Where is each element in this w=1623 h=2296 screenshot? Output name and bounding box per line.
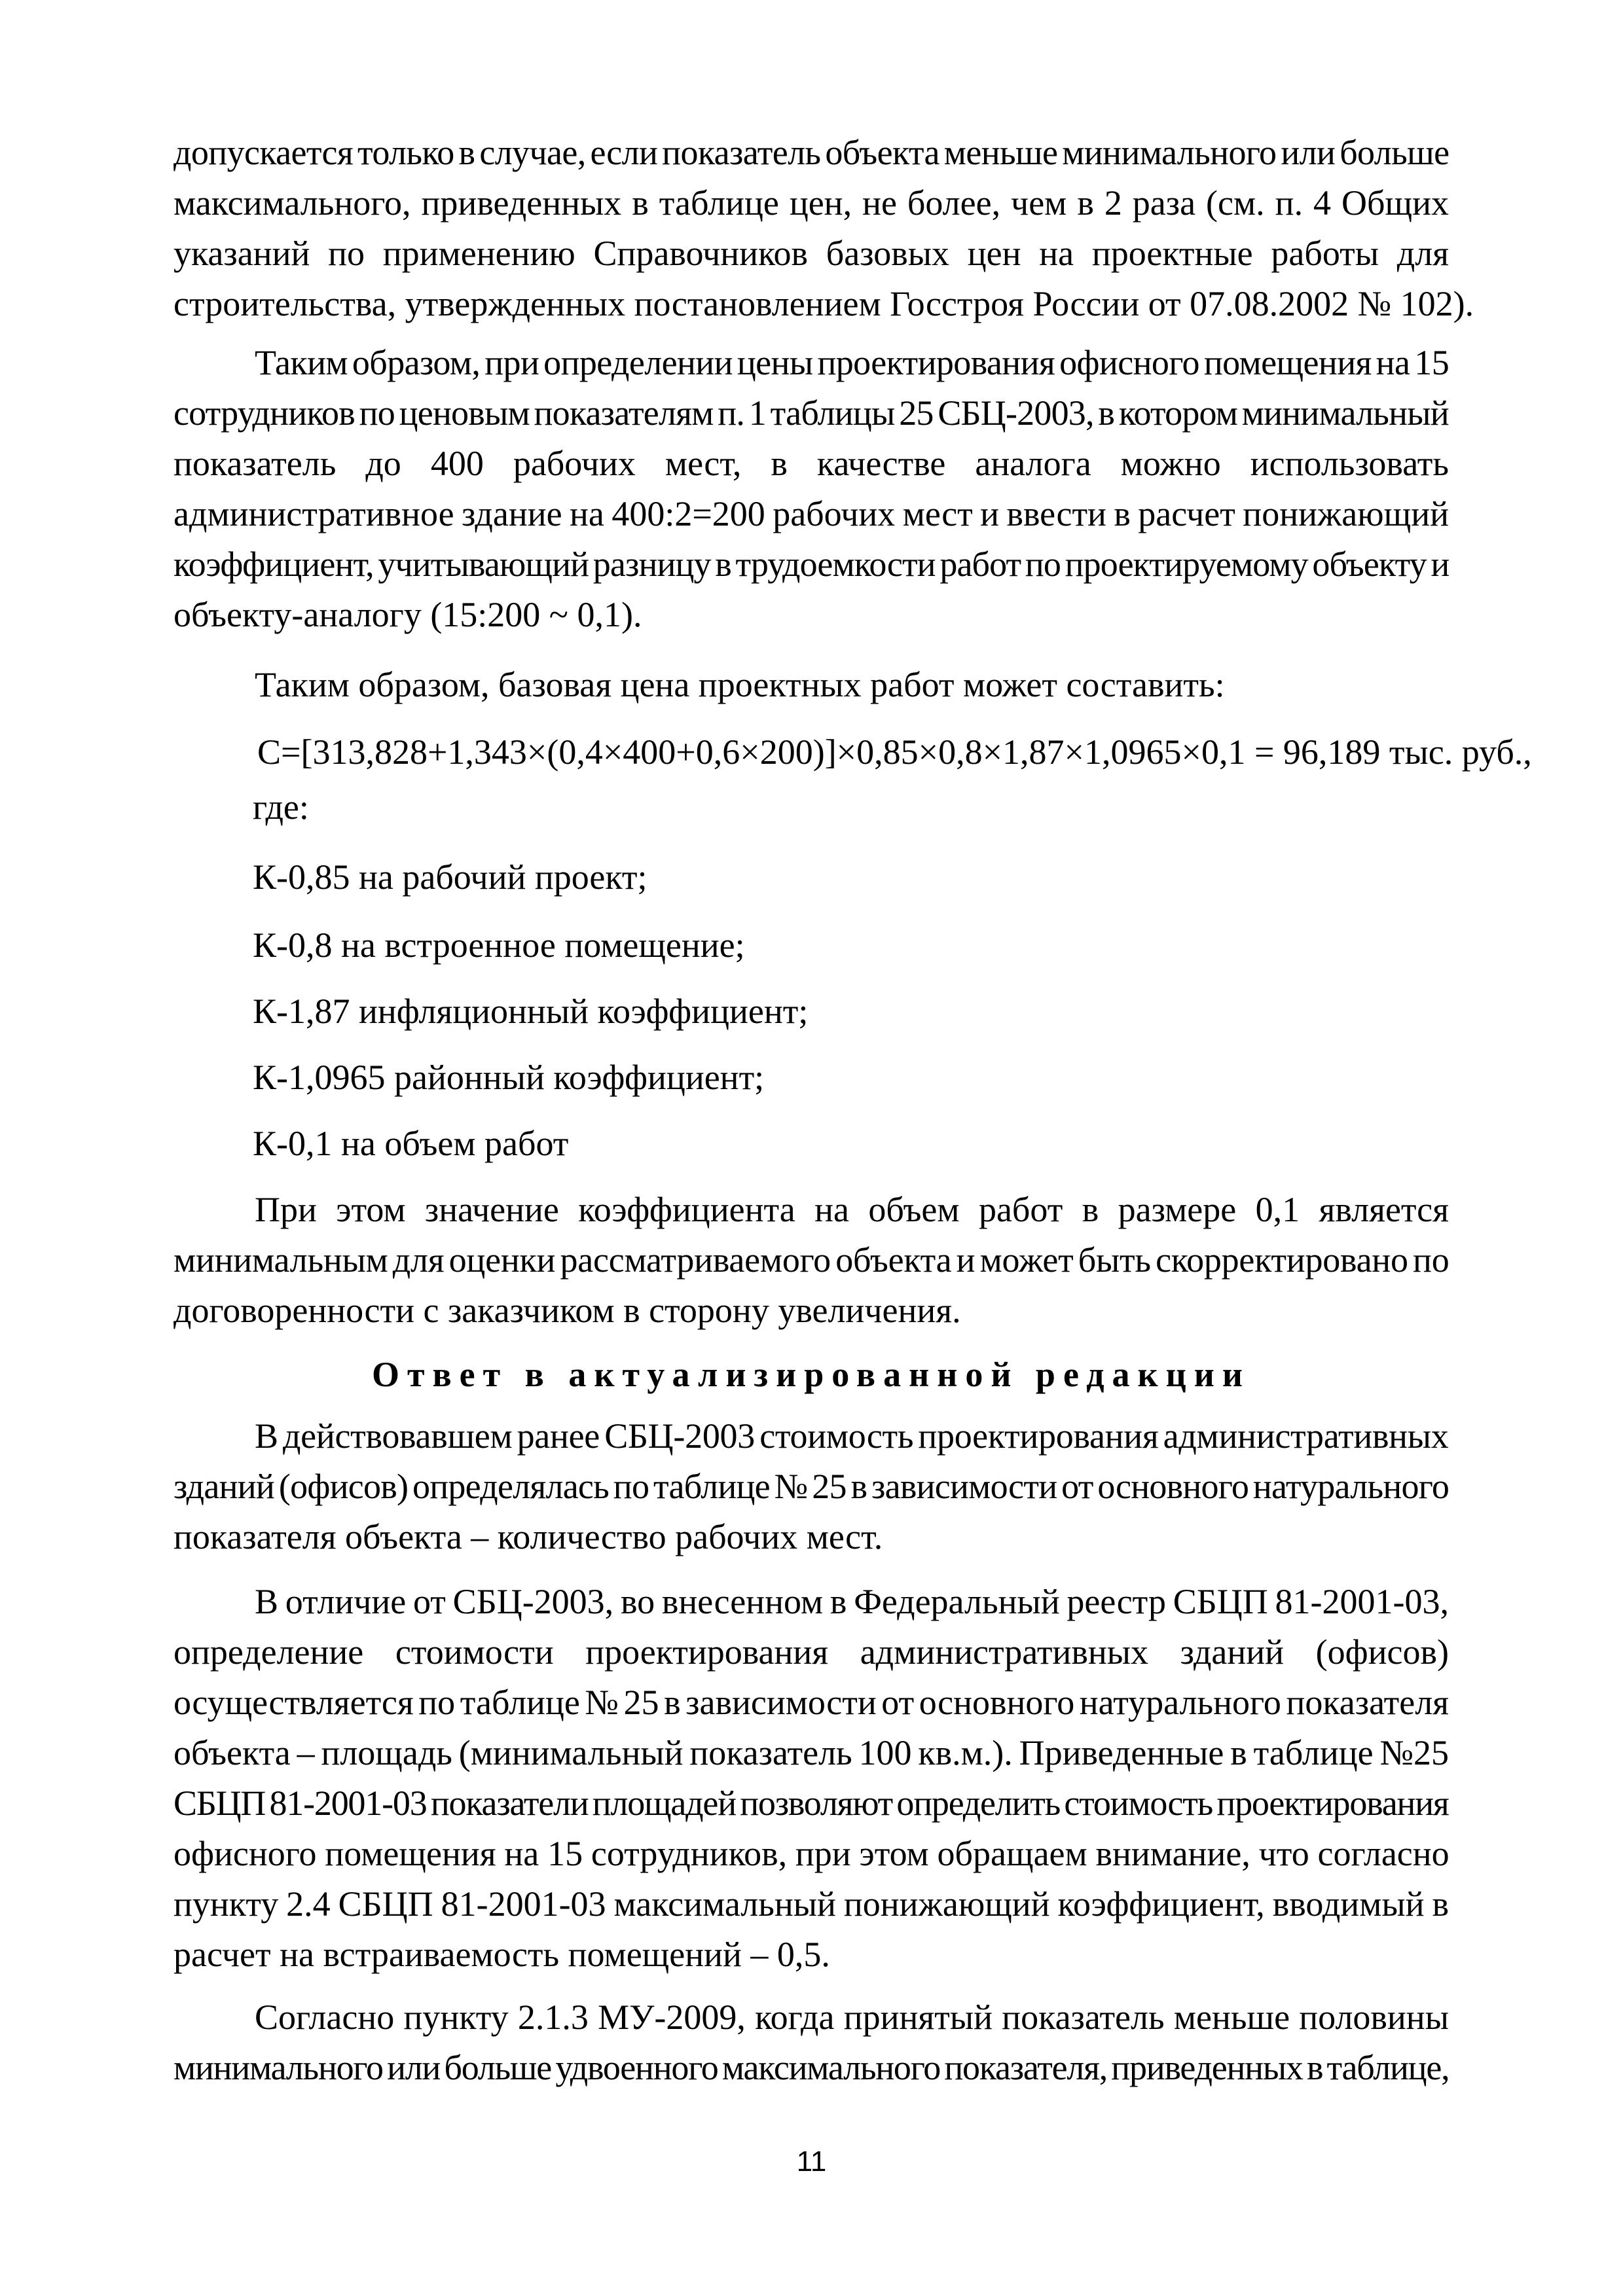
text-line: где: [253, 787, 309, 827]
text-line: максимального, приведенных в таблице цен, не более, чем в 2 раза (см. п. 4 Общих [173, 183, 1449, 223]
text-line: объекта – площадь (минимальный показатель 100 кв.м.). Приведенные в таблице №25 [173, 1733, 1449, 1772]
text-line: допускается только в случае, если показатель объекта меньше минимального или больше [173, 133, 1450, 172]
paragraph-k4 [253, 1052, 1449, 1103]
text-line: зданий (офисов) определялась по таблице № 25 в зависимости от основного натурального [173, 1467, 1450, 1506]
paragraph-k2 [253, 920, 1449, 971]
text-line: строительства, утвержденных постановлением Госстроя России от 07.08.2002 № 102). [173, 284, 1474, 323]
text-line: показателя объекта – количество рабочих мест. [173, 1517, 883, 1556]
text-line: К-0,1 на объем работ [253, 1124, 569, 1163]
paragraph-p5 [173, 1411, 1449, 1562]
text-line: минимальным для оценки рассматриваемого объекта и может быть скорректировано по [173, 1240, 1450, 1280]
paragraph-p2 [173, 338, 1449, 640]
text-line: К-0,85 на рабочий проект; [253, 857, 647, 897]
section-heading: Ответ в актуализированной редакции [371, 1355, 1250, 1394]
text-line: определение стоимости проектирования административных зданий (офисов) [173, 1632, 1449, 1672]
paragraph-where [253, 782, 1449, 833]
text-line: Согласно пункту 2.1.3 МУ-2009, когда принятый показатель меньше половины [255, 1998, 1449, 2037]
text-line: К-1,0965 районный коэффициент; [253, 1058, 765, 1097]
text-line: При этом значение коэффициента на объем работ в размере 0,1 является [255, 1190, 1449, 1229]
text-line: расчет на встраиваемость помещений – 0,5. [173, 1935, 830, 1974]
text-line: Таким образом, базовая цена проектных работ может составить: [255, 665, 1225, 704]
paragraph-p7 [173, 1992, 1449, 2093]
text-line: офисного помещения на 15 сотрудников, при этом обращаем внимание, что согласно [173, 1834, 1450, 1873]
text-line: К-0,8 на встроенное помещение; [253, 925, 745, 965]
paragraph-p3 [173, 660, 1449, 710]
paragraph-k1 [253, 852, 1449, 903]
text-line: В отличие от СБЦ-2003, во внесенном в Федеральный реестр СБЦП 81-2001-03, [255, 1582, 1449, 1621]
page-number: 11 [796, 2145, 827, 2178]
text-line: С=[313,828+1,343×(0,4×400+0,6×200)]×0,85×0,8×1,87×1,0965×0,1 = 96,189 тыс. руб., [257, 732, 1532, 772]
text-line: К-1,87 инфляционный коэффициент; [253, 992, 809, 1031]
text-line: минимального или больше удвоенного максимального показателя, приведенных в таблице, [173, 2048, 1450, 2087]
paragraph-k5 [253, 1119, 1449, 1169]
paragraph-k3 [253, 986, 1449, 1037]
text-line: СБЦП 81-2001-03 показатели площадей позволяют определить стоимость проектирования [173, 1784, 1449, 1823]
text-line: объекту-аналогу (15:200 ~ 0,1). [173, 595, 642, 634]
text-line: коэффициент, учитывающий разницу в трудоемкости работ по проектируемому объекту и [173, 545, 1450, 584]
text-line: договоренности с заказчиком в сторону увеличения. [173, 1291, 961, 1330]
text-line: осуществляется по таблице № 25 в зависимости от основного натурального показателя [173, 1683, 1449, 1722]
text-line: указаний по применению Справочников базовых цен на проектные работы для [173, 234, 1449, 273]
text-line: показатель до 400 рабочих мест, в качестве аналога можно использовать [173, 444, 1449, 483]
paragraph-formula [257, 727, 1532, 778]
paragraph-p4 [173, 1185, 1449, 1336]
text-line: сотрудников по ценовым показателям п. 1 таблицы 25 СБЦ-2003, в котором минимальный [173, 393, 1449, 433]
paragraph-p6 [173, 1577, 1449, 1980]
text-line: Таким образом, при определении цены проектирования офисного помещения на 15 [255, 343, 1450, 382]
text-line: административное здание на 400:2=200 рабочих мест и ввести в расчет понижающий [173, 494, 1449, 533]
text-line: пункту 2.4 СБЦП 81-2001-03 максимальный понижающий коэффициент, вводимый в [173, 1884, 1449, 1924]
paragraph-p1 [173, 128, 1474, 329]
text-line: В действовавшем ранее СБЦ-2003 стоимость проектирования административных [255, 1416, 1449, 1456]
